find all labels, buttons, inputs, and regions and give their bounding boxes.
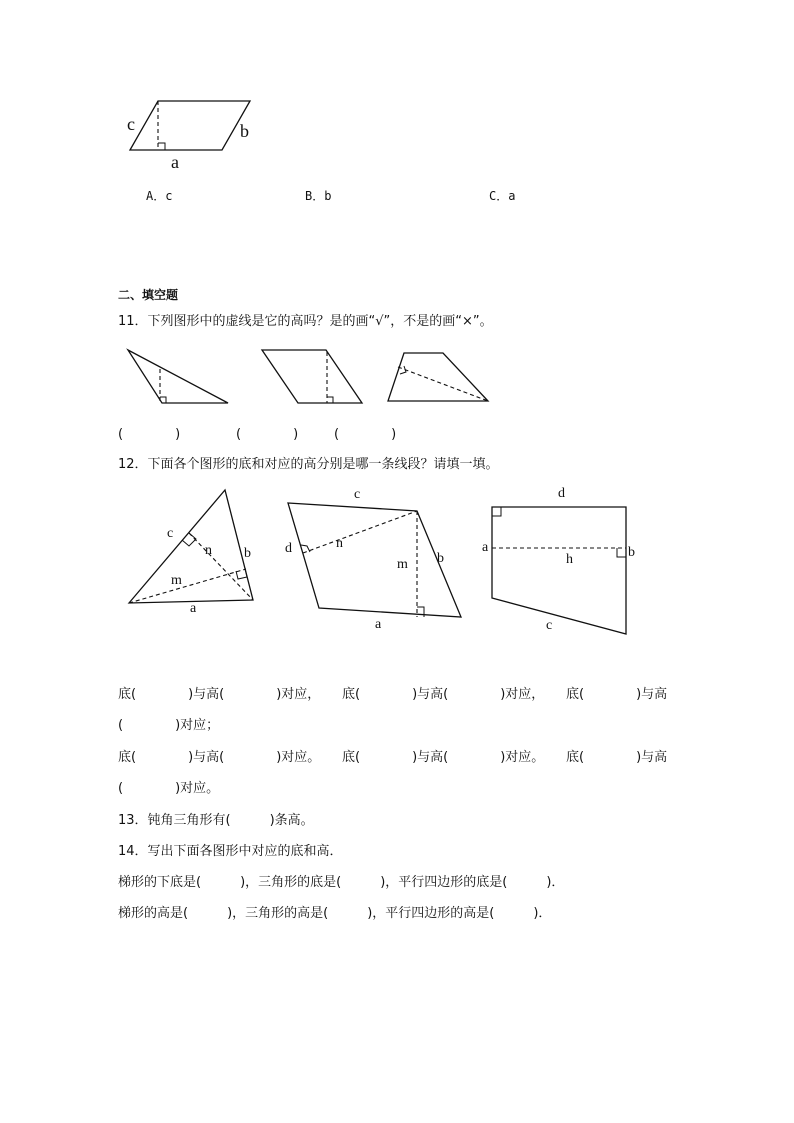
q12-fig1-label-b: b bbox=[244, 546, 251, 561]
q12-fig2-label-c: c bbox=[354, 487, 361, 502]
q12-row2-cont[interactable]: ( )对应。 bbox=[118, 781, 220, 796]
q12-row1-cont[interactable]: ( )对应； bbox=[118, 718, 220, 733]
q12-fig2-label-m: m bbox=[397, 557, 408, 572]
q14-line1[interactable]: 梯形的下底是( )，三角形的底是( )，平行四边形的底是( )． bbox=[118, 875, 565, 890]
q12-fig3-label-c: c bbox=[546, 618, 553, 633]
q11-blank-3[interactable]: ( ) bbox=[334, 427, 397, 442]
q12-fig1-label-n: n bbox=[205, 543, 212, 558]
q12-row1-part3[interactable]: 底( )与高 bbox=[566, 687, 668, 702]
q11-prompt: 11．下列图形中的虚线是它的高吗？是的画“√”，不是的画“×”。 bbox=[118, 314, 493, 329]
q10-label-b: b bbox=[240, 121, 249, 141]
q10-option-c[interactable]: C．a bbox=[489, 189, 516, 203]
q10-option-a[interactable]: A．c bbox=[146, 189, 173, 203]
q12-fig3-label-a: a bbox=[482, 540, 489, 555]
q10-option-b[interactable]: B．b bbox=[305, 189, 332, 203]
q11-blank-1[interactable]: ( ) bbox=[118, 427, 181, 442]
q12-fig2-label-d: d bbox=[285, 541, 292, 556]
q13-text[interactable]: 13．钝角三角形有( )条高。 bbox=[118, 813, 314, 828]
q14-prompt: 14．写出下面各图形中对应的底和高． bbox=[118, 844, 343, 859]
q12-row2-part3[interactable]: 底( )与高 bbox=[566, 750, 668, 765]
q12-row1-part1[interactable]: 底( )与高( )对应， bbox=[118, 687, 321, 702]
q12-row2-part2[interactable]: 底( )与高( )对应。 bbox=[342, 750, 545, 765]
q12-fig1-label-a: a bbox=[190, 601, 197, 616]
q12-fig3-label-d: d bbox=[558, 486, 565, 501]
q12-row1-part2[interactable]: 底( )与高( )对应， bbox=[342, 687, 545, 702]
q12-fig2-label-n: n bbox=[336, 536, 343, 551]
q12-fig3-label-b: b bbox=[628, 545, 635, 560]
q14-line2[interactable]: 梯形的高是( )，三角形的高是( )，平行四边形的高是( )． bbox=[118, 906, 552, 921]
q12-fig3-label-h: h bbox=[566, 552, 573, 567]
q12-fig1-label-m: m bbox=[171, 573, 182, 588]
q12-fig2-label-a: a bbox=[375, 617, 382, 632]
q10-label-a: a bbox=[171, 152, 179, 172]
q10-label-c: c bbox=[127, 114, 135, 134]
q12-row2-part1[interactable]: 底( )与高( )对应。 bbox=[118, 750, 321, 765]
q12-prompt: 12．下面各个图形的底和对应的高分别是哪一条线段？请填一填。 bbox=[118, 457, 499, 472]
section-heading: 二、填空题 bbox=[118, 288, 179, 302]
q11-blank-2[interactable]: ( ) bbox=[236, 427, 299, 442]
q12-fig1-label-c: c bbox=[167, 526, 174, 541]
q12-fig2-label-b: b bbox=[437, 551, 444, 566]
